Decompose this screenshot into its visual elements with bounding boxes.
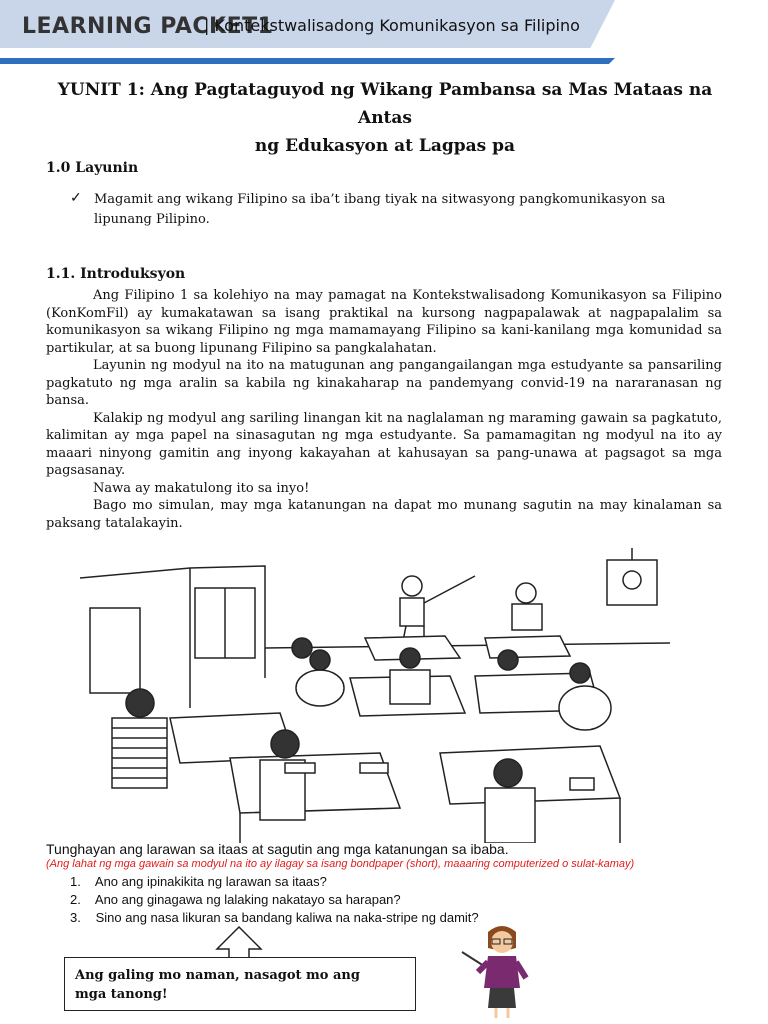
question-item bbox=[70, 874, 327, 889]
teacher-clipart bbox=[452, 922, 542, 1022]
activity-note: (Ang lahat ng mga gawain sa modyul na ito ay ilagay sa isang bondpaper (short), maaaring computerized o sulat-kamay) bbox=[46, 858, 635, 870]
course-subtitle: | Kontekstwalisadong Komunikasyon sa Filipino bbox=[204, 16, 580, 35]
layunin-heading: 1.0 Layunin bbox=[46, 160, 139, 176]
intro-paragraph: Nawa ay makatulong ito sa inyo! bbox=[93, 480, 310, 496]
introduksyon-heading: 1.1. Introduksyon bbox=[46, 266, 186, 282]
checkmark-icon: ✓ bbox=[70, 190, 82, 206]
callout-box bbox=[64, 957, 416, 1011]
intro-paragraph: Layunin ng modyul na ito na matugunan ang pangangailangan mga estudyante sa pansariling pagkatuto ng mga aralin sa kabila ng kinakaharap na pandemyang convid-19 na nararanasan ng bansa. bbox=[46, 358, 722, 408]
intro-paragraph: Kalakip ng modyul ang sariling linangan kit na naglalaman ng maraming gawain sa pagkatuto, kalimitan ay mga papel na sinasagutan ng mga estudyante. Sa pamamagitan ng modyul na ito ay maaari ninyong gamitin ang inyong kakayahan at kahusayan sa pang-unawa at pagsagot sa mga pagsasanay. bbox=[46, 410, 722, 478]
classroom-illustration bbox=[80, 548, 670, 843]
activity-instruction: Tunghayan ang larawan sa itaas at sagutin ang mga katanungan sa ibaba. bbox=[46, 841, 509, 857]
layunin-item: Magamit ang wikang Filipino sa iba’t ibang tiyak na sitwasyong pangkomunikasyon sa lipunang Pilipino. bbox=[94, 192, 666, 227]
intro-paragraph: Ang Filipino 1 sa kolehiyo na may pamagat na Kontekstwalisadong Komunikasyon sa Filipino (KonKomFil) ay kumakatawan sa isang praktikal na kursong nagpapalawak at nagpapalalim sa komunikasyon sa wikang Filipino ng mga mamamayang Filipino sa kani-kanilang mga komunidad sa partikular, at sa buong lipunang Filipino sa pangkalahatan. bbox=[46, 288, 722, 356]
introduksyon-body bbox=[46, 287, 722, 532]
unit-title-line-1: YUNIT 1: Ang Pagtataguyod ng Wikang Pambansa sa Mas Mataas na Antas bbox=[57, 80, 713, 128]
page-header bbox=[0, 0, 768, 64]
question-number: 3. bbox=[70, 910, 81, 925]
header-accent-line bbox=[0, 58, 615, 64]
question-item bbox=[70, 910, 479, 925]
question-number: 1. bbox=[70, 874, 81, 889]
question-text: Ano ang ginagawa ng lalaking nakatayo sa harapan? bbox=[94, 892, 401, 907]
intro-paragraph: Bago mo simulan, may mga katanungan na dapat mo munang sagutin na may kinalaman sa paksang tatalakayin. bbox=[46, 498, 722, 531]
question-number: 2. bbox=[70, 892, 81, 907]
question-item bbox=[70, 892, 401, 907]
packet-title: LEARNING PACKET1 bbox=[22, 14, 274, 39]
callout-text: Ang galing mo naman, nasagot mo ang mga tanong! bbox=[75, 968, 360, 1002]
question-text: Sino ang nasa likuran sa bandang kaliwa na naka-stripe ng damit? bbox=[95, 910, 479, 925]
unit-title-line-2: ng Edukasyon at Lagpas pa bbox=[254, 136, 516, 156]
unit-title bbox=[40, 76, 730, 160]
question-text: Ano ang ipinakikita ng larawan sa itaas? bbox=[94, 874, 327, 889]
